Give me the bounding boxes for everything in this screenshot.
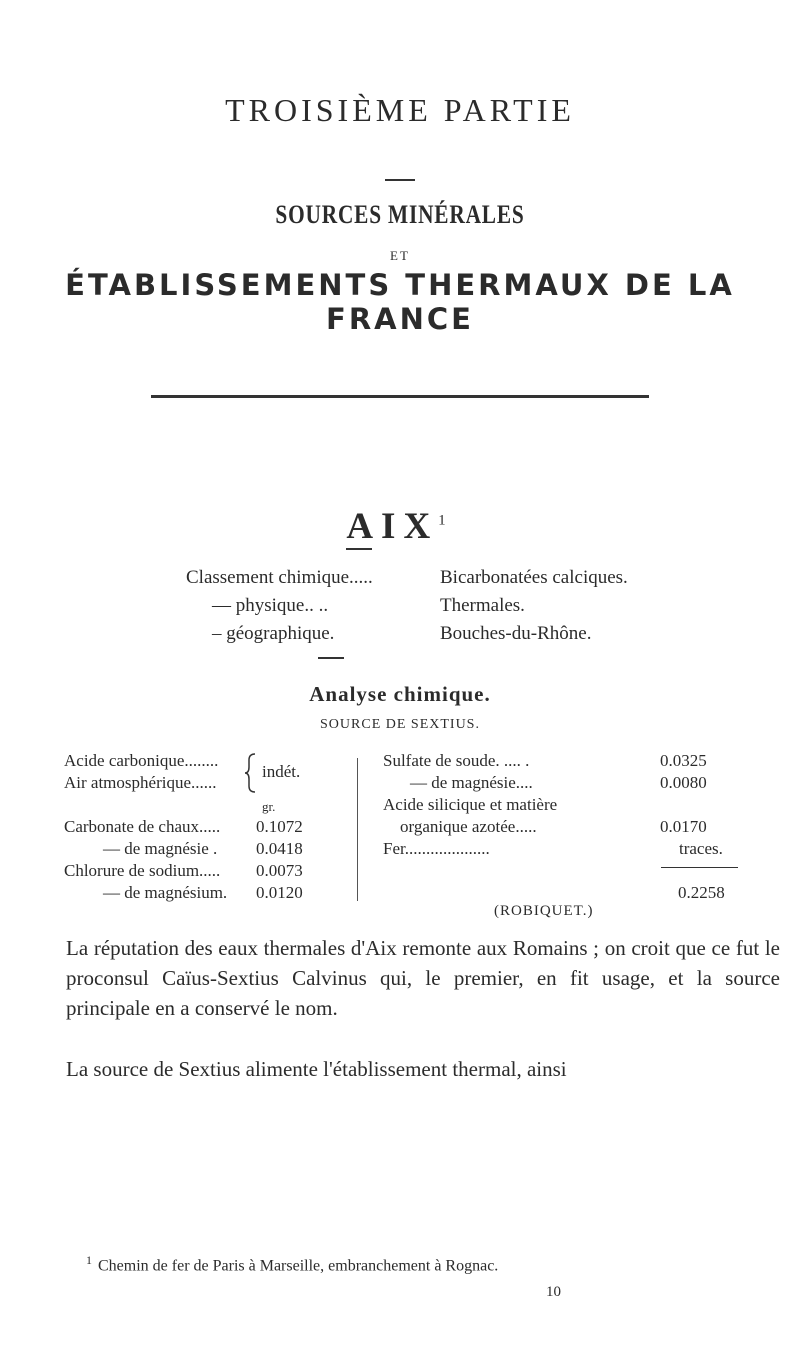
table-row-label: Fer.................... bbox=[383, 839, 490, 858]
table-row-label: — de magnésium. bbox=[103, 883, 228, 902]
classement-geographique-value: Bouches-du-Rhône. bbox=[440, 623, 592, 644]
table-row-value: 0.0080 bbox=[660, 773, 707, 792]
table-row-label: Acide carbonique........ bbox=[64, 751, 219, 770]
title-et: ET bbox=[390, 248, 410, 263]
separator bbox=[385, 179, 415, 181]
analyse-title: Analyse chimique. bbox=[309, 682, 491, 706]
classement-chimique-label: Classement chimique..... bbox=[186, 567, 373, 588]
footnote-ref: 1 bbox=[438, 512, 454, 529]
table-row-value: traces. bbox=[679, 839, 723, 858]
paragraph: La source de Sextius alimente l'établissement thermal, ainsi bbox=[66, 1057, 567, 1081]
total-rule bbox=[661, 867, 738, 868]
table-row-label: organique azotée..... bbox=[400, 817, 537, 836]
brace-icon bbox=[244, 752, 258, 794]
table-row-label: Carbonate de chaux..... bbox=[64, 817, 221, 836]
table-row-label: Chlorure de sodium..... bbox=[64, 861, 221, 880]
table-row-value: 0.0170 bbox=[660, 817, 707, 836]
separator bbox=[346, 548, 372, 550]
analysis-author: (ROBIQUET.) bbox=[494, 903, 594, 919]
table-row-value: 0.0120 bbox=[256, 883, 303, 902]
unit-label: gr. bbox=[262, 799, 276, 814]
paragraph: La réputation des eaux thermales d'Aix remonte aux Romains ; on croit que ce fut le proconsul Caïus-Sextius Calvinus qui, le premier, en fit usage, et la source principale en a conservé le nom. bbox=[66, 936, 780, 1020]
table-row-value: 0.0325 bbox=[660, 751, 707, 770]
classement-geographique-label: – géographique. bbox=[212, 623, 335, 644]
section-title: AIX$^1$ bbox=[346, 506, 454, 547]
brace-label: indét. bbox=[262, 762, 301, 781]
column-divider bbox=[357, 758, 358, 901]
table-row-label: Sulfate de soude. .... . bbox=[383, 751, 530, 770]
source-title: SOURCE DE SEXTIUS. bbox=[320, 717, 480, 732]
page-number: 10 bbox=[546, 1284, 561, 1300]
title-etablissements: ÉTABLISSEMENTS THERMAUX DE LA FRANCE bbox=[65, 268, 735, 336]
table-row-value: 0.1072 bbox=[256, 817, 303, 836]
footnote-text: Chemin de fer de Paris à Marseille, embranchement à Rognac. bbox=[98, 1257, 499, 1275]
title-rule bbox=[151, 395, 649, 398]
part-heading: TROISIÈME PARTIE bbox=[225, 92, 575, 128]
footnote-marker: 1 bbox=[86, 1253, 92, 1267]
classement-physique-value: Thermales. bbox=[440, 595, 525, 616]
table-row-label: — de magnésie . bbox=[103, 839, 218, 858]
classement-physique-label: — physique.. .. bbox=[212, 595, 329, 616]
table-row-label: Acide silicique et matière bbox=[383, 795, 558, 814]
title-sources: SOURCES MINÉRALES bbox=[275, 200, 525, 229]
total-value: 0.2258 bbox=[678, 883, 725, 902]
classement-chimique-value: Bicarbonatées calciques. bbox=[440, 567, 628, 588]
table-row-value: 0.0073 bbox=[256, 861, 303, 880]
table-row-label: — de magnésie.... bbox=[410, 773, 533, 792]
separator bbox=[318, 657, 344, 659]
table-row-label: Air atmosphérique...... bbox=[64, 773, 217, 792]
footnote bbox=[86, 1253, 498, 1275]
table-row-value: 0.0418 bbox=[256, 839, 303, 858]
